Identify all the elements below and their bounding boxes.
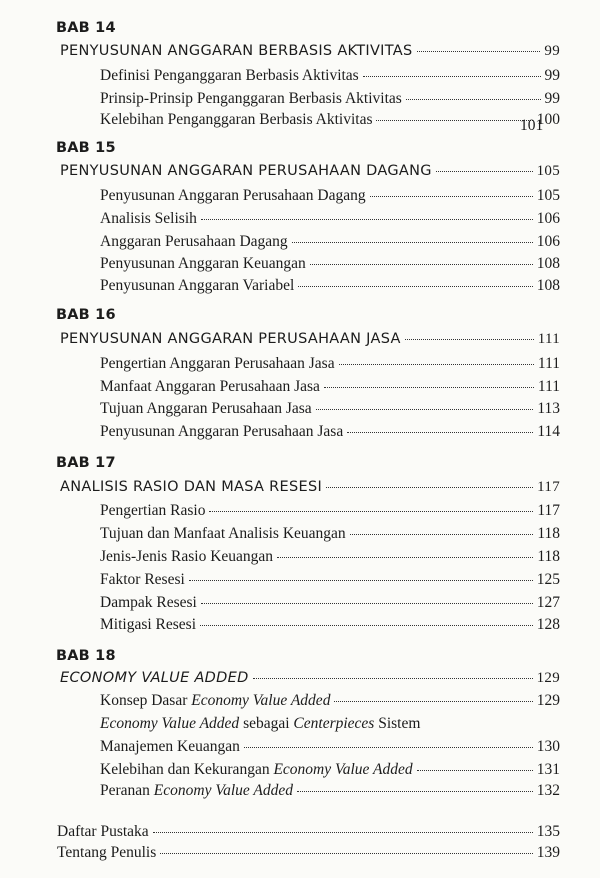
toc-entry[interactable] [100, 423, 560, 441]
toc-entry[interactable] [100, 187, 560, 205]
chapter-18-title-row[interactable] [60, 670, 560, 687]
toc-entry-label: Penyusunan Anggaran Perusahaan Dagang [100, 187, 366, 204]
toc-entry-page: 114 [537, 423, 560, 440]
toc-entry-label: Mitigasi Resesi [100, 616, 197, 633]
toc-entry[interactable] [100, 525, 560, 543]
toc-entry[interactable] [100, 233, 560, 251]
toc-entry[interactable] [100, 571, 560, 589]
toc-entry[interactable] [100, 255, 560, 273]
toc-entry[interactable] [100, 90, 560, 108]
toc-entry-page: 99 [544, 90, 560, 107]
toc-entry-page: 118 [537, 548, 560, 565]
chapter-14-label: BAB 14 [56, 20, 116, 36]
chapter-15-label: BAB 15 [56, 140, 116, 156]
chapter-15-page: 105 [536, 163, 560, 179]
dot-leader [209, 511, 533, 512]
dot-leader [277, 557, 533, 558]
toc-entry-page: 111 [537, 378, 560, 395]
toc-entry[interactable] [100, 400, 560, 418]
dot-leader [405, 339, 534, 340]
dot-leader [200, 625, 533, 626]
toc-entry-label: Penyusunan Anggaran Perusahaan Jasa [100, 423, 344, 440]
chapter-16-title-row[interactable] [60, 331, 560, 348]
dot-leader [160, 853, 533, 854]
toc-entry[interactable] [100, 67, 560, 85]
dot-leader [253, 678, 533, 679]
toc-entry-page: 108 [536, 277, 560, 294]
toc-entry-label: Jenis-Jenis Rasio Keuangan [100, 548, 274, 565]
toc-entry-page: 111 [537, 355, 560, 372]
chapter-17-page: 117 [537, 479, 560, 495]
toc-entry[interactable] [100, 738, 560, 756]
toc-entry-wrapped-line1[interactable]: Economy Value Added sebagai Centerpieces Sistem [100, 715, 421, 732]
toc-entry[interactable] [100, 692, 560, 710]
chapter-17-title: ANALISIS RASIO DAN MASA RESESI [60, 479, 323, 495]
chapter-15-title-row[interactable] [60, 163, 560, 180]
toc-entry[interactable] [100, 502, 560, 520]
chapter-18-label: BAB 18 [56, 648, 116, 664]
toc-entry-page: 125 [536, 571, 560, 588]
dot-leader [316, 409, 534, 410]
toc-entry-label: Tujuan dan Manfaat Analisis Keuangan [100, 525, 346, 542]
dot-leader [326, 487, 533, 488]
toc-entry-page: 100 [536, 111, 560, 128]
toc-extra-page: 101 [520, 117, 544, 134]
toc-entry-label: Faktor Resesi [100, 571, 185, 588]
toc-entry-label: Definisi Penganggaran Berbasis Aktivitas [100, 67, 359, 84]
toc-entry-page: 106 [536, 233, 560, 250]
dot-leader [376, 120, 532, 121]
toc-entry-label: Pengertian Rasio [100, 502, 206, 519]
toc-tentang-penulis[interactable] [57, 844, 560, 862]
dot-leader [310, 264, 533, 265]
chapter-17-label: BAB 17 [56, 455, 116, 471]
toc-entry-page: 118 [537, 525, 560, 542]
toc-entry-label: Konsep Dasar Economy Value Added [100, 692, 331, 709]
toc-entry-page: 139 [536, 844, 560, 861]
toc-entry-page: 128 [536, 616, 560, 633]
dot-leader [201, 219, 533, 220]
toc-entry[interactable] [100, 277, 560, 295]
toc-entry-label: Daftar Pustaka [57, 823, 149, 840]
toc-entry-label: Manajemen Keuangan [100, 738, 240, 755]
toc-entry-label: Analisis Selisih [100, 210, 197, 227]
chapter-14-title: PENYUSUNAN ANGGARAN BERBASIS AKTIVITAS [60, 43, 413, 59]
toc-entry-label: Penyusunan Anggaran Keuangan [100, 255, 306, 272]
chapter-18-page: 129 [536, 670, 560, 686]
toc-entry[interactable] [100, 111, 560, 129]
chapter-16-title: PENYUSUNAN ANGGARAN PERUSAHAAN JASA [60, 331, 401, 347]
dot-leader [292, 242, 533, 243]
toc-entry-label: Prinsip-Prinsip Penganggaran Berbasis Aktivitas [100, 90, 402, 107]
toc-entry-page: 99 [544, 67, 560, 84]
dot-leader [298, 286, 532, 287]
toc-entry-label: Tentang Penulis [57, 844, 157, 861]
toc-entry[interactable] [100, 210, 560, 228]
dot-leader [417, 51, 541, 52]
chapter-17-title-row[interactable] [60, 479, 560, 496]
dot-leader [370, 196, 533, 197]
toc-entry-page: 135 [536, 823, 560, 840]
toc-entry-label: Pengertian Anggaran Perusahaan Jasa [100, 355, 335, 372]
dot-leader [201, 603, 533, 604]
toc-entry[interactable] [100, 355, 560, 373]
dot-leader [324, 387, 534, 388]
toc-entry[interactable] [100, 761, 560, 779]
toc-entry-label: Peranan Economy Value Added [100, 782, 293, 799]
dot-leader [244, 747, 533, 748]
chapter-18-title: ECONOMY VALUE ADDED [60, 670, 249, 686]
toc-entry-label: Anggaran Perusahaan Dagang [100, 233, 288, 250]
toc-entry[interactable] [100, 782, 560, 800]
toc-entry-label: Dampak Resesi [100, 594, 197, 611]
dot-leader [363, 76, 541, 77]
dot-leader [406, 99, 541, 100]
dot-leader [436, 171, 533, 172]
toc-entry-label: Kelebihan Penganggaran Berbasis Aktivitas [100, 111, 373, 128]
dot-leader [334, 701, 532, 702]
toc-entry-label: Penyusunan Anggaran Variabel [100, 277, 295, 294]
chapter-16-label: BAB 16 [56, 307, 116, 323]
dot-leader [347, 432, 533, 433]
dot-leader [189, 580, 533, 581]
toc-entry[interactable] [100, 616, 560, 634]
toc-entry-page: 108 [536, 255, 560, 272]
toc-entry-page: 131 [536, 761, 560, 778]
toc-entry-page: 113 [537, 400, 560, 417]
chapter-14-title-row[interactable] [60, 43, 560, 60]
toc-entry-page: 132 [536, 782, 560, 799]
toc-entry-page: 130 [536, 738, 560, 755]
chapter-14-page: 99 [544, 43, 560, 59]
dot-leader [339, 364, 534, 365]
toc-entry-page: 129 [536, 692, 560, 709]
toc-entry-label: Manfaat Anggaran Perusahaan Jasa [100, 378, 320, 395]
toc-entry-page: 127 [536, 594, 560, 611]
dot-leader [153, 832, 533, 833]
toc-entry-page: 105 [536, 187, 560, 204]
toc-entry[interactable] [100, 548, 560, 566]
toc-entry-page: 106 [536, 210, 560, 227]
dot-leader [350, 534, 534, 535]
toc-entry-page: 117 [537, 502, 560, 519]
dot-leader [417, 770, 533, 771]
toc-entry-label: Kelebihan dan Kekurangan Economy Value Added [100, 761, 413, 778]
chapter-16-page: 111 [537, 331, 560, 347]
toc-daftar-pustaka[interactable] [57, 823, 560, 841]
dot-leader [297, 791, 533, 792]
toc-entry[interactable] [100, 378, 560, 396]
toc-entry[interactable] [100, 594, 560, 612]
chapter-15-title: PENYUSUNAN ANGGARAN PERUSAHAAN DAGANG [60, 163, 432, 179]
toc-entry-label: Tujuan Anggaran Perusahaan Jasa [100, 400, 312, 417]
toc-extra-page-row [520, 114, 560, 132]
